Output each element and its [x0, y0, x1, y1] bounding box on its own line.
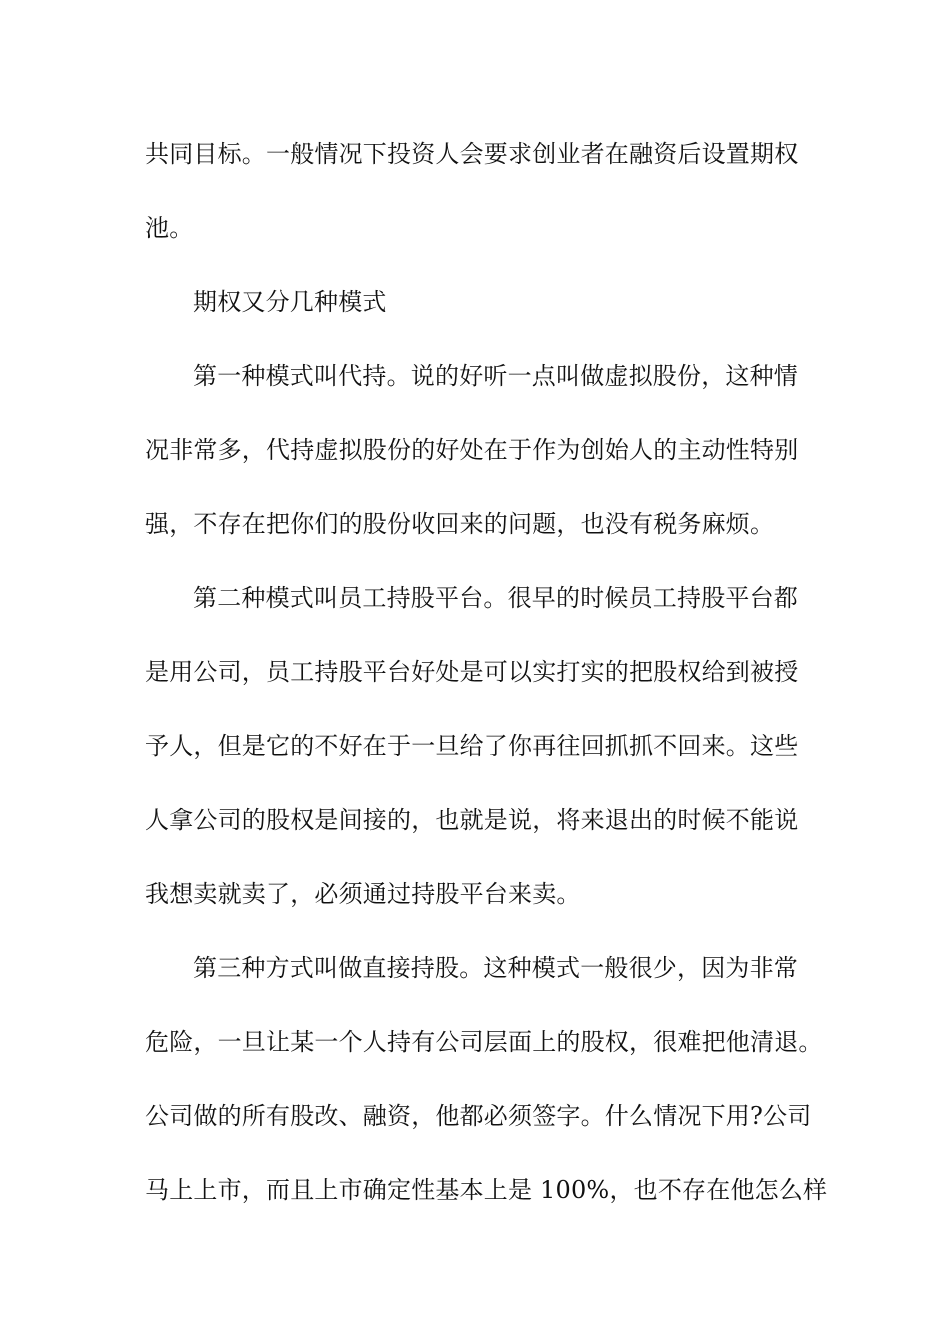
text-line: 我想卖就卖了，必须通过持股平台来卖。: [145, 880, 581, 908]
text-line: 危险，一旦让某一个人持有公司层面上的股权，很难把他清退。: [145, 1028, 823, 1056]
text-line: 人拿公司的股权是间接的，也就是说，将来退出的时候不能说: [145, 806, 799, 834]
paragraph-start-line: 第一种模式叫代持。说的好听一点叫做虚拟股份，这种情: [193, 362, 798, 390]
text-line: 况非常多，代持虚拟股份的好处在于作为创始人的主动性特别: [145, 436, 799, 464]
text-line: 马上上市，而且上市确定性基本上是 100%，也不存在他怎么样: [145, 1176, 828, 1204]
text-line: 池。: [145, 214, 194, 242]
text-line: 是用公司，员工持股平台好处是可以实打实的把股权给到被授: [145, 658, 799, 686]
paragraph-start-line: 第三种方式叫做直接持股。这种模式一般很少，因为非常: [193, 954, 798, 982]
paragraph-start-line: 第二种模式叫员工持股平台。很早的时候员工持股平台都: [193, 584, 798, 612]
section-heading: 期权又分几种模式: [193, 288, 387, 316]
text-line: 予人，但是它的不好在于一旦给了你再往回抓抓不回来。这些: [145, 732, 799, 760]
text-line: 强，不存在把你们的股份收回来的问题，也没有税务麻烦。: [145, 510, 775, 538]
text-line: 公司做的所有股改、融资，他都必须签字。什么情况下用?公司: [145, 1102, 812, 1130]
text-line: 共同目标。一般情况下投资人会要求创业者在融资后设置期权: [145, 140, 799, 168]
